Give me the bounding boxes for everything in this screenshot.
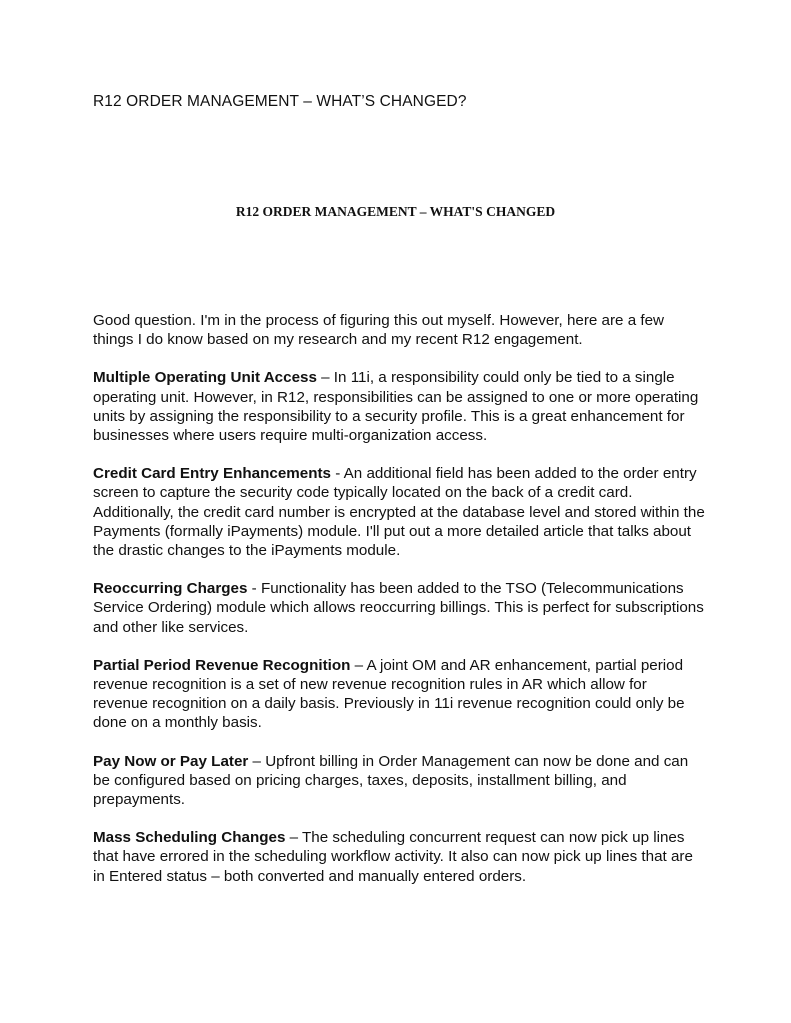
section-text: - Functionality has been added to the TSO (Telecommunications Service Ordering) module which allows reoccurring billings. This is perfect for subscriptions and other like services.: [93, 580, 704, 636]
section-text: – A joint OM and AR enhancement, partial period revenue recognition is a set of new revenue recognition rules in AR which allow for revenue recognition on a daily basis. Previously in 11i revenue recognition could only be done on a monthly basis.: [93, 656, 685, 732]
section-term: Mass Scheduling Changes: [93, 829, 286, 847]
document-heading: R12 ORDER MANAGEMENT – WHAT’S CHANGED?: [93, 93, 467, 110]
section-term: Reoccurring Charges: [93, 580, 248, 598]
section-text: – In 11i, a responsibility could only be tied to a single operating unit. However, in R12, responsibilities can be assigned to one or more operating units by assigning the responsibility to a security profile. This is a great enhancement for businesses where users require multi-organization access.: [93, 369, 699, 445]
section-mass-scheduling-changes: [93, 828, 705, 886]
section-pay-now-or-pay-later: [93, 752, 705, 810]
section-term: Multiple Operating Unit Access: [93, 369, 317, 387]
section-text: - An additional field has been added to the order entry screen to capture the security code typically located on the back of a credit card. Additionally, the credit card number is encrypted at the database level and stored within the Payments (formally iPayments) module. I'll put out a more detailed article that talks about the drastic changes to the iPayments module.: [93, 465, 705, 560]
section-credit-card-entry-enhancements: [93, 464, 705, 560]
section-term: Pay Now or Pay Later: [93, 752, 249, 770]
section-text: – Upfront billing in Order Management can now be done and can be configured based on pricing charges, taxes, deposits, installment billing, and prepayments.: [93, 752, 689, 809]
section-text: – The scheduling concurrent request can now pick up lines that have errored in the scheduling workflow activity. It also can now pick up lines that are in Entered status – both converted and manually entered orders.: [93, 829, 693, 885]
section-reoccurring-charges: [93, 579, 705, 637]
document-subheading: R12 ORDER MANAGEMENT – WHAT'S CHANGED: [235, 204, 556, 219]
intro-paragraph: Good question. I'm in the process of figuring this out myself. However, here are a few things I do know based on my research and my recent R12 engagement.: [93, 312, 665, 349]
document-body: [93, 311, 705, 905]
section-term: Credit Card Entry Enhancements: [93, 465, 331, 483]
section-term: Partial Period Revenue Recognition: [93, 656, 351, 674]
section-multiple-operating-unit-access: [93, 368, 705, 445]
section-partial-period-revenue-recognition: [93, 656, 705, 733]
